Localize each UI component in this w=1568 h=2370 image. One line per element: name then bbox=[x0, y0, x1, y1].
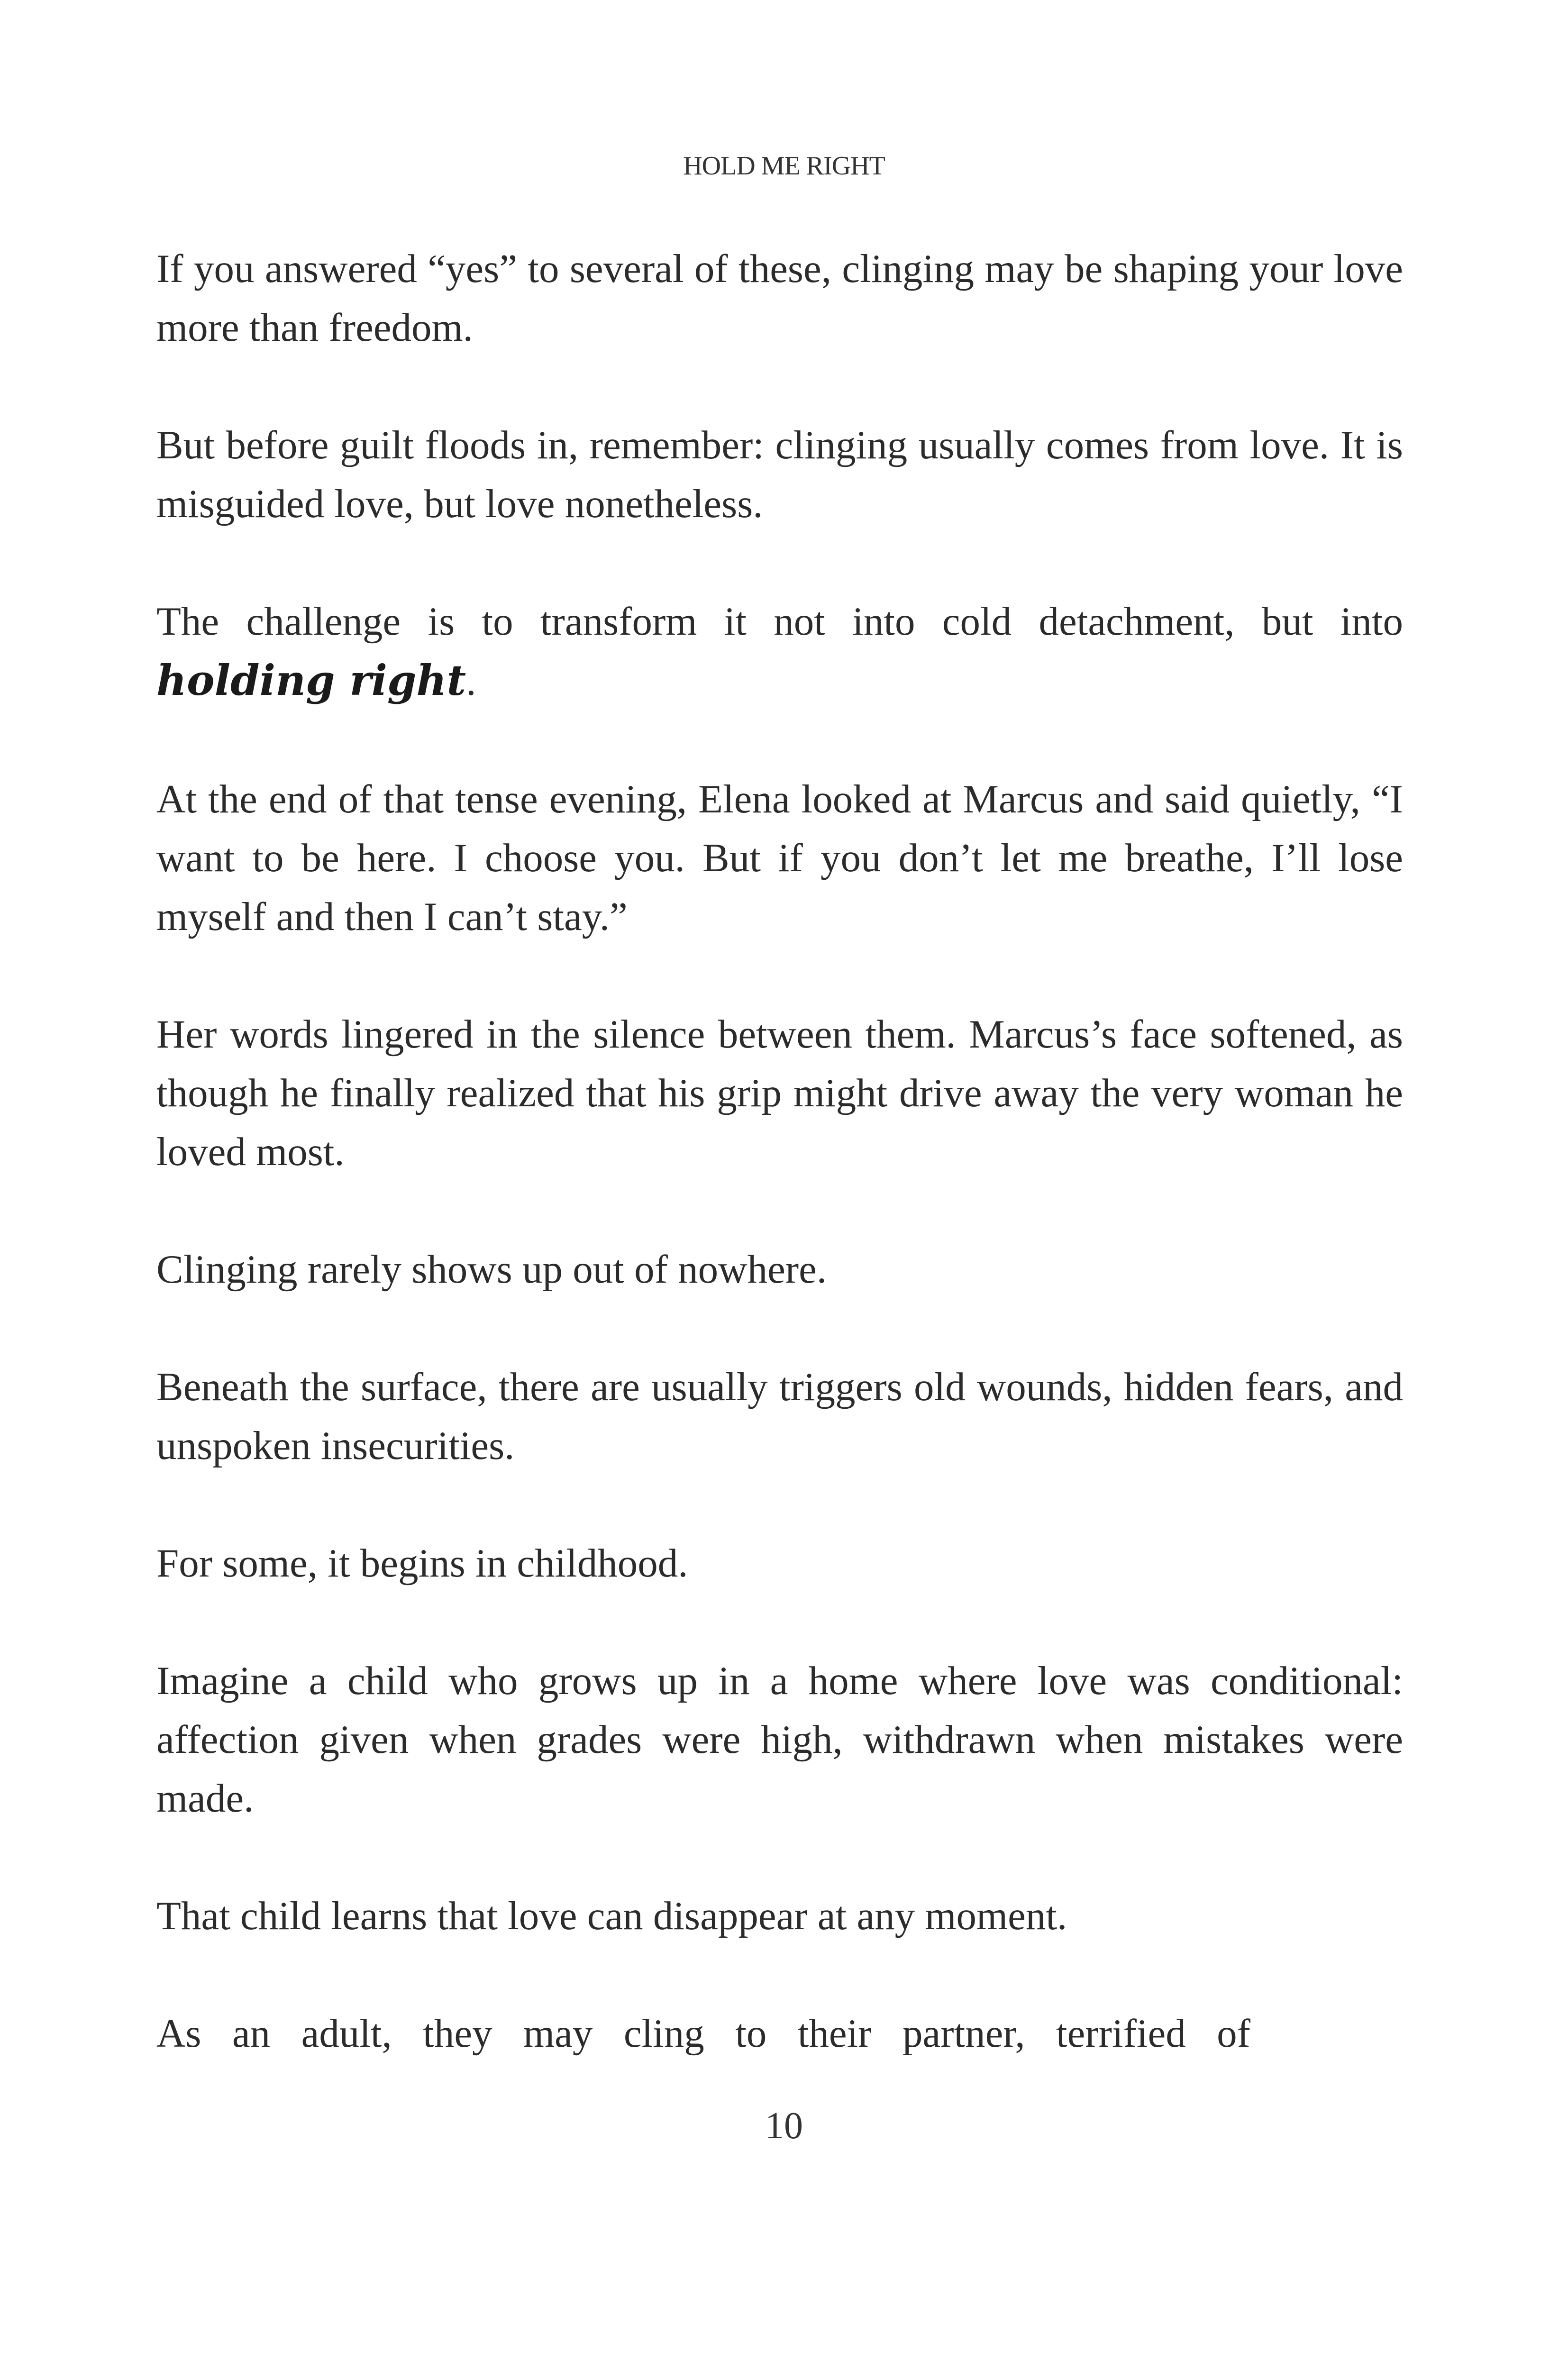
page-number: 10 bbox=[765, 2105, 803, 2147]
paragraph-text: The challenge is to transform it not into cold detachment, but into bbox=[156, 599, 1403, 644]
paragraph: As an adult, they may cling to their partner, terrified of bbox=[156, 2011, 1250, 2056]
paragraph: For some, it begins in childhood. bbox=[156, 1541, 688, 1586]
paragraph: Her words lingered in the silence between them. Marcus’s face softened, as though he finally realized that his grip might drive away the very woman he loved most. bbox=[156, 1012, 1403, 1174]
paragraph: Beneath the surface, there are usually triggers old wounds, hidden fears, and unspoken insecurities. bbox=[156, 1365, 1403, 1468]
paragraph: Imagine a child who grows up in a home where love was conditional: affection given when grades were high, withdrawn when mistakes were made. bbox=[156, 1659, 1403, 1821]
paragraph: That child learns that love can disappear at any moment. bbox=[156, 1894, 1067, 1938]
emphasized-phrase: holding right bbox=[156, 656, 466, 705]
paragraph: At the end of that tense evening, Elena looked at Marcus and said quietly, “I want to be here. I choose you. But if you don’t let me breathe, I’ll lose myself and then I can’t stay.” bbox=[156, 777, 1403, 939]
body-text bbox=[156, 239, 1403, 2122]
paragraph bbox=[156, 592, 1403, 711]
paragraph-text: . bbox=[466, 659, 476, 704]
paragraph: If you answered “yes” to several of these, clinging may be shaping your love more than freedom. bbox=[156, 246, 1403, 350]
paragraph: But before guilt floods in, remember: clinging usually comes from love. It is misguided love, but love nonetheless. bbox=[156, 423, 1403, 526]
paragraph: Clinging rarely shows up out of nowhere. bbox=[156, 1247, 827, 1292]
running-header: HOLD ME RIGHT bbox=[683, 151, 885, 181]
